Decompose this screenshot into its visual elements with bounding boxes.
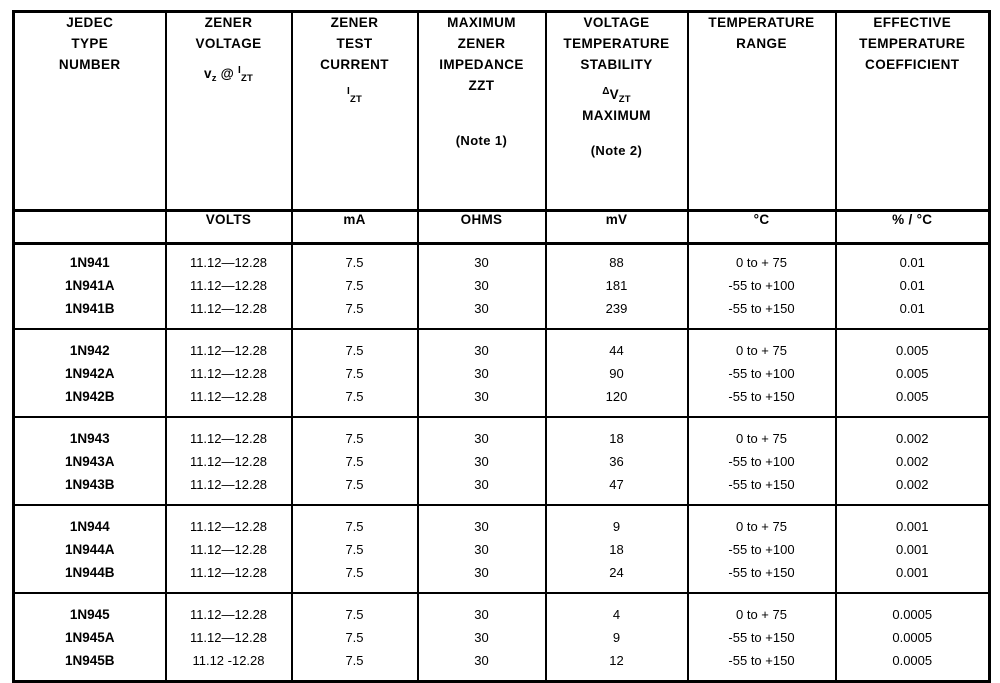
cell-jedec: 1N945A (14, 626, 166, 649)
cell-temperature-coefficient: 0.01 (836, 297, 990, 329)
cell-zener-voltage: 11.12—12.28 (166, 538, 292, 561)
cell-temperature-range: 0 to + 75 (688, 505, 836, 538)
header-line: EFFECTIVE (873, 15, 952, 30)
unit-zener-voltage: VOLTS (166, 211, 292, 244)
zener-specification-table (12, 10, 991, 683)
table-row (14, 297, 990, 329)
table-group (14, 329, 990, 417)
cell-temperature-range: -55 to +100 (688, 538, 836, 561)
cell-temperature-range: -55 to +150 (688, 649, 836, 682)
cell-test-current: 7.5 (292, 274, 418, 297)
header-line: ZZT (468, 77, 495, 93)
header-line: VOLTAGE (195, 35, 262, 51)
table-group (14, 593, 990, 682)
cell-zener-voltage: 11.12—12.28 (166, 417, 292, 450)
header-line: COEFFICIENT (865, 56, 960, 72)
note-reference-2: (Note 2) (590, 142, 643, 158)
unit-zener-impedance: OHMS (418, 211, 546, 244)
cell-impedance: 30 (418, 649, 546, 682)
cell-test-current: 7.5 (292, 538, 418, 561)
table-row (14, 649, 990, 682)
cell-jedec: 1N941B (14, 297, 166, 329)
unit-voltage-stability: mV (546, 211, 688, 244)
cell-temperature-range: -55 to +100 (688, 362, 836, 385)
cell-zener-voltage: 11.12—12.28 (166, 505, 292, 538)
cell-zener-voltage: 11.12—12.28 (166, 450, 292, 473)
cell-temperature-range: 0 to + 75 (688, 244, 836, 275)
cell-jedec: 1N944A (14, 538, 166, 561)
cell-voltage-stability: 18 (546, 417, 688, 450)
cell-zener-voltage: 11.12—12.28 (166, 385, 292, 417)
header-line: TYPE (71, 35, 109, 51)
table-group (14, 505, 990, 593)
table-row (14, 626, 990, 649)
cell-impedance: 30 (418, 274, 546, 297)
cell-impedance: 30 (418, 505, 546, 538)
cell-voltage-stability: 9 (546, 505, 688, 538)
cell-temperature-coefficient: 0.005 (836, 385, 990, 417)
cell-temperature-coefficient: 0.002 (836, 417, 990, 450)
cell-temperature-coefficient: 0.001 (836, 505, 990, 538)
units-row (14, 211, 990, 244)
unit-jedec (14, 211, 166, 244)
table-row (14, 593, 990, 626)
cell-impedance: 30 (418, 473, 546, 505)
cell-test-current: 7.5 (292, 329, 418, 362)
cell-temperature-coefficient: 0.001 (836, 561, 990, 593)
unit-temperature-coefficient: % / °C (836, 211, 990, 244)
cell-temperature-coefficient: 0.0005 (836, 649, 990, 682)
cell-impedance: 30 (418, 297, 546, 329)
header-temperature-range (688, 12, 836, 211)
cell-impedance: 30 (418, 329, 546, 362)
cell-voltage-stability: 90 (546, 362, 688, 385)
header-maximum-zener-impedance (418, 12, 546, 211)
cell-impedance: 30 (418, 593, 546, 626)
cell-test-current: 7.5 (292, 626, 418, 649)
cell-jedec: 1N942B (14, 385, 166, 417)
header-zener-voltage (166, 12, 292, 211)
cell-voltage-stability: 18 (546, 538, 688, 561)
header-zener-test-current (292, 12, 418, 211)
table-row (14, 505, 990, 538)
cell-impedance: 30 (418, 561, 546, 593)
table-row (14, 561, 990, 593)
cell-voltage-stability: 36 (546, 450, 688, 473)
cell-zener-voltage: 11.12—12.28 (166, 593, 292, 626)
table-row (14, 417, 990, 450)
header-line: CURRENT (320, 56, 389, 72)
cell-voltage-stability: 24 (546, 561, 688, 593)
cell-voltage-stability: 47 (546, 473, 688, 505)
header-line: ZENER (457, 35, 506, 51)
cell-jedec: 1N942A (14, 362, 166, 385)
cell-test-current: 7.5 (292, 593, 418, 626)
cell-test-current: 7.5 (292, 362, 418, 385)
cell-jedec: 1N944 (14, 505, 166, 538)
table-header (14, 12, 990, 244)
cell-jedec: 1N943A (14, 450, 166, 473)
cell-test-current: 7.5 (292, 649, 418, 682)
cell-impedance: 30 (418, 244, 546, 275)
cell-jedec: 1N944B (14, 561, 166, 593)
header-line: NUMBER (58, 56, 121, 72)
cell-temperature-range: -55 to +150 (688, 561, 836, 593)
header-line: IMPEDANCE (439, 56, 524, 72)
cell-zener-voltage: 11.12—12.28 (166, 244, 292, 275)
header-line: ZENER (204, 15, 253, 30)
cell-temperature-range: -55 to +150 (688, 385, 836, 417)
header-line: TEMPERATURE (563, 35, 670, 51)
cell-voltage-stability: 181 (546, 274, 688, 297)
header-line: ZENER (330, 15, 379, 30)
cell-temperature-coefficient: 0.0005 (836, 593, 990, 626)
table-row (14, 538, 990, 561)
header-line: TEMPERATURE (859, 35, 966, 51)
unit-temperature-range: °C (688, 211, 836, 244)
table-row (14, 362, 990, 385)
cell-temperature-coefficient: 0.005 (836, 362, 990, 385)
cell-test-current: 7.5 (292, 244, 418, 275)
header-voltage-temperature-stability (546, 12, 688, 211)
cell-zener-voltage: 11.12—12.28 (166, 274, 292, 297)
header-line: TEMPERATURE (708, 15, 815, 30)
cell-impedance: 30 (418, 362, 546, 385)
unit-zener-test-current: mA (292, 211, 418, 244)
cell-impedance: 30 (418, 626, 546, 649)
table-row (14, 274, 990, 297)
cell-test-current: 7.5 (292, 385, 418, 417)
header-row (14, 12, 990, 211)
cell-temperature-range: -55 to +100 (688, 274, 836, 297)
cell-jedec: 1N943B (14, 473, 166, 505)
cell-zener-voltage: 11.12—12.28 (166, 362, 292, 385)
cell-zener-voltage: 11.12—12.28 (166, 561, 292, 593)
table-row (14, 329, 990, 362)
cell-temperature-coefficient: 0.001 (836, 538, 990, 561)
cell-impedance: 30 (418, 417, 546, 450)
cell-zener-voltage: 11.12—12.28 (166, 473, 292, 505)
header-line: VOLTAGE (583, 15, 650, 30)
cell-zener-voltage: 11.12—12.28 (166, 297, 292, 329)
cell-zener-voltage: 11.12—12.28 (166, 329, 292, 362)
cell-test-current: 7.5 (292, 505, 418, 538)
header-line-maximum: MAXIMUM (582, 107, 651, 123)
cell-temperature-range: 0 to + 75 (688, 329, 836, 362)
cell-impedance: 30 (418, 385, 546, 417)
cell-test-current: 7.5 (292, 297, 418, 329)
header-line: JEDEC (66, 15, 114, 30)
cell-test-current: 7.5 (292, 561, 418, 593)
cell-zener-voltage: 11.12—12.28 (166, 626, 292, 649)
table-group (14, 244, 990, 330)
cell-voltage-stability: 12 (546, 649, 688, 682)
cell-impedance: 30 (418, 538, 546, 561)
cell-temperature-coefficient: 0.002 (836, 473, 990, 505)
cell-voltage-stability: 88 (546, 244, 688, 275)
cell-jedec: 1N941A (14, 274, 166, 297)
cell-impedance: 30 (418, 450, 546, 473)
table-row (14, 473, 990, 505)
cell-jedec: 1N945B (14, 649, 166, 682)
table-row (14, 244, 990, 275)
symbol-delta-vzt: $^\Delta V_{ZT}$ (602, 85, 631, 105)
header-line: STABILITY (580, 56, 653, 72)
cell-temperature-range: -55 to +150 (688, 297, 836, 329)
cell-test-current: 7.5 (292, 473, 418, 505)
cell-temperature-coefficient: 0.01 (836, 274, 990, 297)
header-line: RANGE (736, 35, 787, 51)
cell-voltage-stability: 4 (546, 593, 688, 626)
note-reference-1: (Note 1) (455, 132, 508, 148)
cell-temperature-range: 0 to + 75 (688, 417, 836, 450)
cell-zener-voltage: 11.12 -12.28 (166, 649, 292, 682)
header-line: MAXIMUM (447, 15, 516, 30)
cell-voltage-stability: 9 (546, 626, 688, 649)
cell-temperature-coefficient: 0.002 (836, 450, 990, 473)
table-row (14, 450, 990, 473)
cell-test-current: 7.5 (292, 417, 418, 450)
cell-temperature-range: -55 to +150 (688, 626, 836, 649)
cell-test-current: 7.5 (292, 450, 418, 473)
cell-voltage-stability: 120 (546, 385, 688, 417)
header-line: TEST (336, 35, 373, 51)
cell-jedec: 1N943 (14, 417, 166, 450)
header-jedec-type-number (14, 12, 166, 211)
cell-temperature-range: 0 to + 75 (688, 593, 836, 626)
header-effective-temperature-coefficient (836, 12, 990, 211)
cell-jedec: 1N945 (14, 593, 166, 626)
cell-temperature-coefficient: 0.005 (836, 329, 990, 362)
cell-jedec: 1N941 (14, 244, 166, 275)
table-row (14, 385, 990, 417)
cell-voltage-stability: 44 (546, 329, 688, 362)
cell-temperature-coefficient: 0.01 (836, 244, 990, 275)
symbol-izt: $^I_{ZT}$ (347, 85, 362, 105)
cell-temperature-range: -55 to +100 (688, 450, 836, 473)
cell-temperature-range: -55 to +150 (688, 473, 836, 505)
symbol-vz-at-izt: $v_z$ @ $^I_{ZT}$ (204, 64, 253, 84)
cell-voltage-stability: 239 (546, 297, 688, 329)
cell-jedec: 1N942 (14, 329, 166, 362)
table-group (14, 417, 990, 505)
cell-temperature-coefficient: 0.0005 (836, 626, 990, 649)
